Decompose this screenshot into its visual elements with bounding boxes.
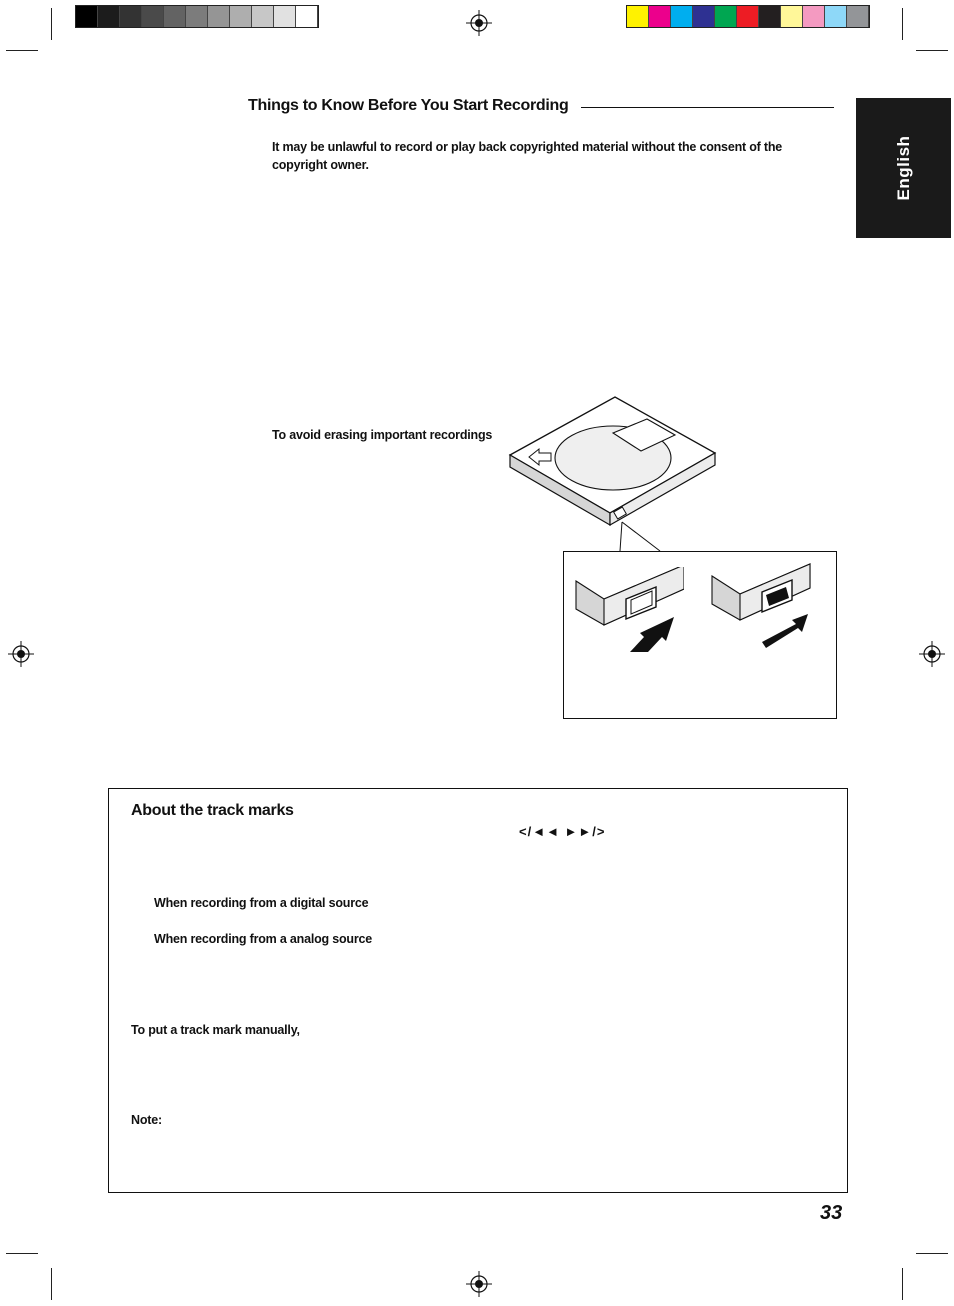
section-title: Things to Know Before You Start Recording xyxy=(248,97,569,114)
avoid-erasing-heading: To avoid erasing important recordings xyxy=(272,428,493,442)
color-swatch xyxy=(627,6,649,27)
color-swatch xyxy=(715,6,737,27)
gray-swatch xyxy=(274,6,296,27)
gray-swatch xyxy=(252,6,274,27)
manual-track-mark-heading: To put a track mark manually, xyxy=(131,1023,300,1037)
note-heading: Note: xyxy=(131,1113,162,1127)
crop-mark xyxy=(51,1268,52,1300)
color-swatch xyxy=(847,6,869,27)
color-calibration-bar xyxy=(626,5,870,28)
registration-target-icon xyxy=(919,641,945,667)
track-marks-box xyxy=(108,788,848,1193)
crop-mark xyxy=(6,1253,38,1254)
crop-mark xyxy=(6,50,38,51)
write-protect-closed-illustration xyxy=(710,562,820,652)
color-swatch xyxy=(693,6,715,27)
gray-swatch xyxy=(164,6,186,27)
callout-lines xyxy=(600,520,670,554)
color-swatch xyxy=(825,6,847,27)
digital-source-heading: When recording from a digital source xyxy=(154,896,369,910)
gray-swatch xyxy=(186,6,208,27)
track-marks-title: About the track marks xyxy=(131,802,294,819)
color-swatch xyxy=(649,6,671,27)
grayscale-calibration-bar xyxy=(75,5,319,28)
write-protect-open-illustration xyxy=(574,567,684,657)
color-swatch xyxy=(671,6,693,27)
crop-mark xyxy=(902,8,903,40)
crop-mark xyxy=(916,1253,948,1254)
crop-mark xyxy=(916,50,948,51)
language-tab xyxy=(856,98,951,238)
crop-mark xyxy=(51,8,52,40)
copyright-warning: It may be unlawful to record or play back copyrighted material without the consent of the copyright owner. xyxy=(272,140,783,172)
color-swatch xyxy=(737,6,759,27)
page-number: 33 xyxy=(820,1202,843,1224)
gray-swatch xyxy=(142,6,164,27)
gray-swatch xyxy=(296,6,318,27)
registration-target-icon xyxy=(466,10,492,36)
gray-swatch xyxy=(98,6,120,27)
color-swatch xyxy=(803,6,825,27)
analog-source-heading: When recording from a analog source xyxy=(154,932,373,946)
skip-buttons-symbols: </◄◄ ►►/> xyxy=(519,824,606,839)
crop-mark xyxy=(902,1268,903,1300)
section-title-rule xyxy=(581,107,834,108)
gray-swatch xyxy=(120,6,142,27)
color-swatch xyxy=(759,6,781,27)
registration-target-icon xyxy=(8,641,34,667)
write-protect-detail-box xyxy=(563,551,837,719)
language-tab-label: English xyxy=(893,135,913,201)
minidisc-illustration xyxy=(505,395,720,530)
gray-swatch xyxy=(230,6,252,27)
registration-target-icon xyxy=(466,1271,492,1297)
gray-swatch xyxy=(76,6,98,27)
gray-swatch xyxy=(208,6,230,27)
color-swatch xyxy=(781,6,803,27)
